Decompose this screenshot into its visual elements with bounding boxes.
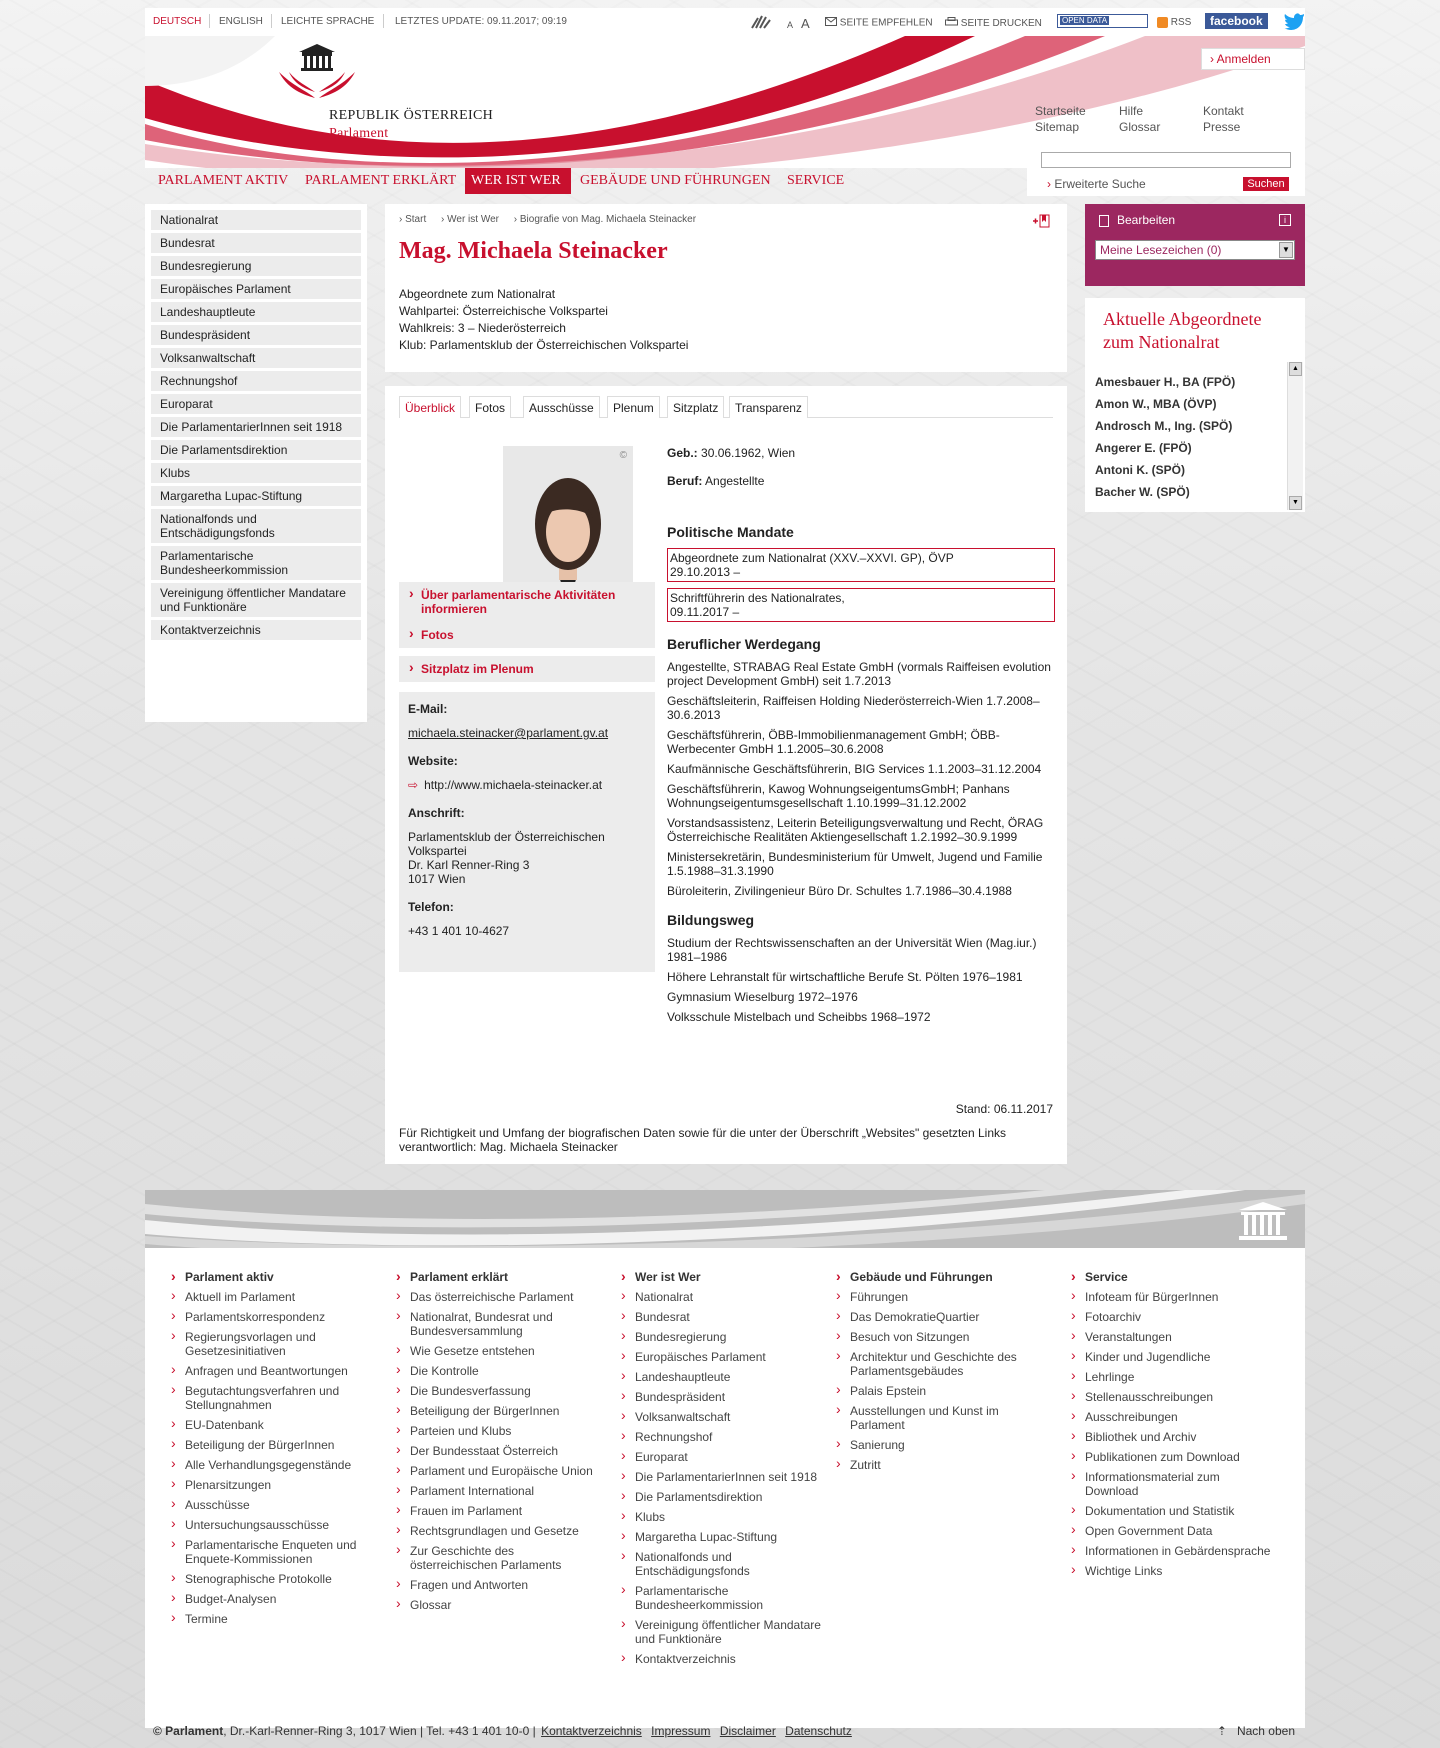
footer-link[interactable]: › Bundesregierung (621, 1330, 821, 1344)
member-link[interactable]: Angerer E. (FPÖ) (1095, 441, 1192, 455)
leftnav-item[interactable]: Margaretha Lupac-Stiftung (151, 486, 361, 506)
career-entry: Geschäftsführerin, Kawog WohnungseigentumsGmbH; Panhans Wohnungseigentumsgesellschaft 1.10.1999–31.12.2002 (667, 782, 1010, 810)
footer-link-kontaktverzeichnis[interactable]: Kontaktverzeichnis (541, 1724, 642, 1738)
scroll-up-icon[interactable]: ▲ (1289, 362, 1302, 376)
footer-link-disclaimer[interactable]: Disclaimer (719, 1724, 776, 1738)
footer-link[interactable]: › Rechnungshof (621, 1430, 821, 1444)
footer-link[interactable]: › Palais Epstein (836, 1384, 1036, 1398)
tab-bar (399, 396, 1053, 418)
tab-plenum[interactable]: Plenum (607, 396, 660, 418)
mandates-heading: Politische Mandate (667, 524, 794, 540)
tab-sitzplatz[interactable]: Sitzplatz (667, 396, 724, 418)
print-link[interactable] (945, 17, 1042, 30)
parliament-logo[interactable] (275, 42, 359, 100)
footer-link[interactable]: › Der Bundesstaat Österreich (396, 1444, 596, 1458)
footer-link[interactable]: › Regierungsvorlagen und Gesetzesinitiativen (171, 1330, 371, 1358)
rss-icon (1157, 17, 1168, 28)
birth-label: Geb.: (667, 446, 698, 460)
footer-column-heading[interactable]: › Wer ist Wer (621, 1270, 821, 1284)
login-button[interactable] (1201, 48, 1305, 70)
leftnav-item[interactable]: Nationalrat (151, 210, 361, 230)
career-entry: Geschäftsführerin, ÖBB-Immobilienmanagement GmbH; ÖBB-Werbecenter GmbH 1.1.2005–30.6.2008 (667, 728, 1000, 756)
left-navigation (145, 204, 367, 722)
edit-box (1085, 204, 1305, 286)
external-link-icon: ⇨ (408, 778, 419, 792)
career-entry: Vorstandsassistenz, Leiterin Beteiligungsverwaltung und Recht, ÖRAG Österreichische Realitäten Aktiengesellschaft 1.2.1992–30.9.1999 (667, 816, 1044, 844)
footer-link[interactable]: › Dokumentation und Statistik (1071, 1504, 1271, 1518)
footer-link[interactable]: › Zur Geschichte des österreichischen Parlaments (396, 1544, 596, 1572)
footer-link[interactable]: › Bibliothek und Archiv (1071, 1430, 1271, 1444)
nav-gebaeude-fuehrungen[interactable]: GEBÄUDE UND FÜHRUNGEN (580, 173, 771, 188)
arrow-up-icon: ⇡ (1216, 1724, 1227, 1738)
footer-link[interactable]: › Aktuell im Parlament (171, 1290, 371, 1304)
footer-column-heading[interactable]: › Parlament erklärt (396, 1270, 596, 1284)
footer-link[interactable]: › Zutritt (836, 1458, 1036, 1472)
biography-details (667, 446, 1055, 1030)
footer-link[interactable]: › Europarat (621, 1450, 821, 1464)
address-line: 1017 Wien (408, 872, 466, 886)
search-input[interactable] (1041, 152, 1291, 168)
member-link[interactable]: Bacher W. (SPÖ) (1095, 485, 1190, 499)
arrow-right-icon: › (1047, 177, 1051, 191)
email-link[interactable]: michaela.steinacker@parlament.gv.at (408, 726, 609, 740)
mandate-item (667, 588, 1055, 622)
info-icon[interactable]: i (1279, 214, 1291, 226)
person-district: Wahlkreis: 3 – Niederösterreich (399, 321, 566, 335)
career-entry: Angestellte, STRABAG Real Estate GmbH (vormals Raiffeisen evolution project Development GmbH) seit 1.7.2013 (667, 660, 1051, 688)
print-label: SEITE DRUCKEN (960, 18, 1042, 30)
facebook-link[interactable]: facebook (1205, 13, 1268, 29)
phone-label: Telefon: (408, 900, 454, 914)
phone-number: +43 1 401 10-4627 (408, 924, 510, 938)
nav-parlament-aktiv[interactable]: PARLAMENT AKTIV (158, 173, 289, 188)
website-url: http://www.michaela-steinacker.at (424, 778, 603, 792)
chevron-down-icon: ▼ (1279, 242, 1293, 258)
arrow-right-icon: › (1210, 52, 1214, 66)
footer-column-heading[interactable]: › Parlament aktiv (171, 1270, 371, 1284)
education-entry: Höhere Lehranstalt für wirtschaftliche Berufe St. Pölten 1976–1981 (667, 970, 1023, 984)
career-entry: Büroleiterin, Zivilingenieur Büro Dr. Schultes 1.7.1986–30.4.1988 (667, 884, 1012, 898)
leftnav-item[interactable]: Landeshauptleute (151, 302, 361, 322)
person-club: Klub: Parlamentsklub der Österreichischen Volkspartei (399, 338, 689, 352)
footer-link[interactable]: › Die Parlamentsdirektion (621, 1490, 821, 1504)
quick-link-presse[interactable]: Presse (1203, 120, 1241, 134)
footer-column-wer-ist-wer (621, 1270, 821, 1672)
footer-link[interactable]: › Klubs (621, 1510, 821, 1524)
quick-link-sitemap[interactable]: Sitemap (1035, 120, 1080, 134)
footer-link[interactable]: › Begutachtungsverfahren und Stellungnahmen (171, 1384, 371, 1412)
biography-header (385, 204, 1067, 372)
footer-link[interactable]: › Ausschreibungen (1071, 1410, 1271, 1424)
leftnav-item[interactable]: Vereinigung öffentlicher Mandatare und Funktionäre (151, 583, 361, 617)
leftnav-item[interactable]: Parlamentarische Bundesheerkommission (151, 546, 361, 580)
leftnav-item[interactable]: Volksanwaltschaft (151, 348, 361, 368)
breadcrumb-current: › Biografie von Mag. Michaela Steinacker (513, 214, 697, 225)
footer-link[interactable]: › Bundespräsident (621, 1390, 821, 1404)
education-entry: Gymnasium Wieselburg 1972–1976 (667, 990, 858, 1004)
footer-link[interactable]: › Parlament und Europäische Union (396, 1464, 596, 1478)
footer-link[interactable]: › Kontaktverzeichnis (621, 1652, 821, 1666)
rss-label: RSS (1170, 17, 1192, 29)
breadcrumb-start[interactable]: › Start (399, 214, 427, 225)
mandate-item (667, 548, 1055, 582)
divider (209, 14, 210, 28)
education-heading: Bildungsweg (667, 912, 755, 928)
footer (145, 1248, 1305, 1728)
member-link[interactable]: Amesbauer H., BA (FPÖ) (1095, 375, 1236, 389)
advanced-search-label: Erweiterte Suche (1054, 177, 1146, 191)
mandate-period: 29.10.2013 – (670, 565, 741, 579)
bookmarks-select-value: Meine Lesezeichen (0) (1100, 243, 1222, 257)
footer-link[interactable]: › Besuch von Sitzungen (836, 1330, 1036, 1344)
logo-republic-text: REPUBLIK ÖSTERREICH (329, 108, 493, 123)
edit-title: Bearbeiten (1117, 213, 1176, 227)
footer-link[interactable]: › Die Bundesverfassung (396, 1384, 596, 1398)
bookmark-icon (1099, 215, 1109, 227)
divider (271, 14, 272, 28)
current-members-box (1085, 298, 1305, 512)
rss-link[interactable] (1157, 17, 1191, 28)
disclaimer-text: Für Richtigkeit und Umfang der biografischen Daten sowie für die unter der Überschrift „Websites" gesetzten Links verantwortlich: Mag. Michaela Steinacker (399, 1126, 1006, 1154)
footer-link[interactable]: › Die Kontrolle (396, 1364, 596, 1378)
footer-column-gebaeude (836, 1270, 1036, 1478)
member-link[interactable]: Amon W., MBA (ÖVP) (1095, 397, 1217, 411)
leftnav-item[interactable]: Europarat (151, 394, 361, 414)
footer-link-impressum[interactable]: Impressum (651, 1724, 711, 1738)
copyright-line (153, 1724, 852, 1738)
education-entry: Studium der Rechtswissenschaften an der Universität Wien (Mag.iur.) 1981–1986 (667, 936, 1037, 964)
footer-link[interactable]: › Parlamentarische Bundesheerkommission (621, 1584, 821, 1612)
last-update-text: LETZTES UPDATE: 09.11.2017; 09:19 (395, 16, 567, 27)
footer-link[interactable]: › Margaretha Lupac-Stiftung (621, 1530, 821, 1544)
tab-ausschuesse[interactable]: Ausschüsse (523, 396, 600, 418)
leftnav-item[interactable]: Bundesrat (151, 233, 361, 253)
footer-swoosh (145, 1190, 1305, 1248)
footer-link[interactable]: › Bundesrat (621, 1310, 821, 1324)
footer-link[interactable]: › Sanierung (836, 1438, 1036, 1452)
member-link[interactable]: Androsch M., Ing. (SPÖ) (1095, 419, 1233, 433)
footer-link[interactable]: › Nationalfonds und Entschädigungsfonds (621, 1550, 821, 1578)
open-data-label: OPEN DATA (1062, 16, 1108, 25)
footer-link[interactable]: › Wie Gesetze entstehen (396, 1344, 596, 1358)
person-meta (399, 286, 688, 354)
footer-link[interactable]: › Die ParlamentarierInnen seit 1918 (621, 1470, 821, 1484)
add-bookmark-icon[interactable] (1033, 214, 1047, 228)
lang-deutsch-link[interactable]: DEUTSCH (153, 16, 202, 27)
nav-service[interactable]: SERVICE (787, 173, 845, 188)
footer-link[interactable]: › Architektur und Geschichte des Parlamentsgebäudes (836, 1350, 1036, 1378)
bottom-bar (145, 1718, 1305, 1748)
printer-icon (945, 17, 958, 30)
birth-value: 30.06.1962, Wien (701, 446, 796, 460)
sign-language-icon[interactable] (750, 12, 772, 33)
footer-link[interactable]: › Ausschüsse (171, 1498, 371, 1512)
open-data-badge (1057, 14, 1148, 28)
footer-column-heading[interactable]: › Gebäude und Führungen (836, 1270, 1036, 1284)
career-heading: Beruflicher Werdegang (667, 636, 821, 652)
footer-column-parlament-erklaert (396, 1270, 596, 1618)
recommend-label: SEITE EMPFEHLEN (839, 17, 933, 29)
footer-link[interactable]: › Kinder und Jugendliche (1071, 1350, 1271, 1364)
edit-header[interactable] (1099, 213, 1175, 227)
education-entry: Volksschule Mistelbach und Scheibbs 1968–1972 (667, 1010, 931, 1024)
tab-transparenz[interactable]: Transparenz (729, 396, 808, 418)
tab-ueberblick[interactable]: Überblick (399, 396, 461, 418)
footer-link-datenschutz[interactable]: Datenschutz (785, 1724, 852, 1738)
job-row (667, 474, 1055, 488)
leftnav-item[interactable]: Nationalfonds und Entschädigungsfonds (151, 509, 361, 543)
nav-parlament-erklaert[interactable]: PARLAMENT ERKLÄRT (305, 173, 457, 188)
footer-column-parlament-aktiv (171, 1270, 371, 1632)
footer-link[interactable]: › Anfragen und Beantwortungen (171, 1364, 371, 1378)
member-link[interactable]: Antoni K. (SPÖ) (1095, 463, 1185, 477)
footer-link[interactable]: › Wichtige Links (1071, 1564, 1271, 1578)
footer-link[interactable]: › Parteien und Klubs (396, 1424, 596, 1438)
address-label: Anschrift: (408, 806, 465, 820)
envelope-icon (825, 17, 837, 29)
main-navigation (145, 168, 1025, 194)
job-label: Beruf: (667, 474, 703, 488)
breadcrumb-wer-ist-wer[interactable]: › Wer ist Wer (441, 214, 499, 225)
birth-row (667, 446, 1055, 460)
breadcrumb-label: Start (405, 214, 427, 225)
leftnav-item[interactable]: Kontaktverzeichnis (151, 620, 361, 640)
footer-link[interactable]: › Publikationen zum Download (1071, 1450, 1271, 1464)
login-label: Anmelden (1216, 52, 1271, 66)
stand-date: Stand: 06.11.2017 (955, 1102, 1053, 1116)
leftnav-item[interactable]: Bundesregierung (151, 256, 361, 276)
page-title: Mag. Michaela Steinacker (399, 238, 668, 264)
breadcrumb-label: Biografie von Mag. Michaela Steinacker (519, 214, 697, 225)
quick-link-hilfe[interactable]: Hilfe (1119, 104, 1144, 118)
person-party: Wahlpartei: Österreichische Volkspartei (399, 304, 608, 318)
footer-link[interactable]: › Alle Verhandlungsgegenstände (171, 1458, 371, 1472)
mandate-title: Abgeordnete zum Nationalrat (XXV.–XXVI. GP), ÖVP (670, 551, 954, 565)
photo-copyright[interactable]: © (619, 450, 627, 461)
footer-link[interactable]: › Frauen im Parlament (396, 1504, 596, 1518)
footer-link[interactable]: › Parlamentskorrespondenz (171, 1310, 371, 1324)
footer-link[interactable]: › Stenographische Protokolle (171, 1572, 371, 1586)
footer-link[interactable]: › Europäisches Parlament (621, 1350, 821, 1364)
footer-link[interactable]: › Führungen (836, 1290, 1036, 1304)
footer-link[interactable]: › Termine (171, 1612, 371, 1626)
leftnav-item[interactable]: Klubs (151, 463, 361, 483)
lang-easy-link[interactable]: LEICHTE SPRACHE (281, 16, 375, 27)
footer-link[interactable]: › Glossar (396, 1598, 596, 1612)
photos-button[interactable]: › Fotos (399, 622, 655, 648)
leftnav-item[interactable]: Rechnungshof (151, 371, 361, 391)
website-label: Website: (408, 754, 458, 768)
education-list (667, 936, 1055, 1024)
career-entry: Kaufmännische Geschäftsführerin, BIG Services 1.1.2003–31.12.2004 (667, 762, 1042, 776)
font-decrease-button[interactable]: A (787, 20, 794, 30)
open-data-link[interactable] (1057, 14, 1148, 28)
activities-button[interactable]: › Über parlamentarische Aktivitäten informieren (399, 582, 655, 622)
seat-button[interactable]: › Sitzplatz im Plenum (399, 656, 655, 682)
footer-link[interactable]: › Nationalrat, Bundesrat und Bundesversammlung (396, 1310, 596, 1338)
career-entry: Ministersekretärin, Bundesministerium für Umwelt, Jugend und Familie 1.5.1988–31.3.1990 (667, 850, 1043, 878)
footer-link[interactable]: › Budget-Analysen (171, 1592, 371, 1606)
footer-banner (145, 1190, 1305, 1248)
nav-wer-ist-wer[interactable]: WER IST WER (465, 168, 571, 194)
biography-main (385, 386, 1067, 1164)
footer-column-service (1071, 1270, 1271, 1584)
search-box (1027, 146, 1305, 196)
footer-link[interactable]: › Beteiligung der BürgerInnen (396, 1404, 596, 1418)
back-to-top-label: Nach oben (1236, 1724, 1295, 1738)
footer-link[interactable]: › Stellenausschreibungen (1071, 1390, 1271, 1404)
footer-link[interactable]: › EU-Datenbank (171, 1418, 371, 1432)
divider (383, 14, 384, 28)
current-members-list (1095, 374, 1281, 506)
job-value: Angestellte (705, 474, 765, 488)
career-entry: Geschäftsleiterin, Raiffeisen Holding Niederösterreich-Wien 1.7.2008–30.6.2013 (667, 694, 1040, 722)
footer-link[interactable]: › Veranstaltungen (1071, 1330, 1271, 1344)
parliament-building-icon (275, 42, 359, 100)
tab-fotos[interactable]: Fotos (469, 396, 511, 418)
quick-link-kontakt[interactable]: Kontakt (1203, 104, 1244, 118)
footer-link[interactable]: › Informationen in Gebärdensprache (1071, 1544, 1271, 1558)
copyright-text: © Parlament (153, 1724, 224, 1738)
mandate-title: Schriftführerin des Nationalrates, (670, 591, 845, 605)
footer-link[interactable]: › Das österreichische Parlament (396, 1290, 596, 1304)
career-list (667, 660, 1055, 898)
top-utility-bar (145, 8, 1305, 36)
lang-english-link[interactable]: ENGLISH (219, 16, 263, 27)
footer-link[interactable]: › Fotoarchiv (1071, 1310, 1271, 1324)
footer-link[interactable]: › Untersuchungsausschüsse (171, 1518, 371, 1532)
address-line: Dr. Karl Renner-Ring 3 (408, 858, 530, 872)
leftnav-item[interactable]: Die Parlamentsdirektion (151, 440, 361, 460)
footer-link[interactable]: › Plenarsitzungen (171, 1478, 371, 1492)
footer-link[interactable]: › Fragen und Antworten (396, 1578, 596, 1592)
footer-link[interactable]: › Informationsmaterial zum Download (1071, 1470, 1271, 1498)
footer-column-heading[interactable]: › Service (1071, 1270, 1271, 1284)
footer-link[interactable]: › Rechtsgrundlagen und Gesetze (396, 1524, 596, 1538)
footer-link[interactable]: › Vereinigung öffentlicher Mandatare und Funktionäre (621, 1618, 821, 1646)
mandate-period: 09.11.2017 – (670, 605, 740, 619)
website-link[interactable] (408, 778, 646, 792)
footer-link[interactable]: › Landeshauptleute (621, 1370, 821, 1384)
members-scrollbar[interactable] (1287, 362, 1303, 510)
person-role: Abgeordnete zum Nationalrat (399, 287, 556, 301)
footer-link[interactable]: › Parlamentarische Enqueten und Enquete-Kommissionen (171, 1538, 371, 1566)
footer-link[interactable]: › Das DemokratieQuartier (836, 1310, 1036, 1324)
leftnav-item[interactable]: Die ParlamentarierInnen seit 1918 (151, 417, 361, 437)
footer-link[interactable]: › Beteiligung der BürgerInnen (171, 1438, 371, 1452)
contact-box (399, 692, 655, 972)
recommend-link[interactable] (825, 17, 933, 29)
address-line: Parlamentsklub der Österreichischen Volkspartei (408, 830, 605, 858)
current-members-title: Aktuelle Abgeordnete zum Nationalrat (1103, 309, 1262, 352)
quick-link-glossar[interactable]: Glossar (1119, 120, 1161, 134)
twitter-icon[interactable] (1283, 12, 1305, 33)
leftnav-item[interactable]: Bundespräsident (151, 325, 361, 345)
quick-link-startseite[interactable]: Startseite (1035, 104, 1086, 118)
address-text: , Dr.-Karl-Renner-Ring 3, 1017 Wien | Tel. +43 1 401 10-0 | (223, 1724, 536, 1738)
footer-link[interactable]: › Ausstellungen und Kunst im Parlament (836, 1404, 1036, 1432)
footer-link[interactable]: › Volksanwaltschaft (621, 1410, 821, 1424)
bookmarks-select[interactable] (1095, 240, 1295, 260)
footer-link[interactable]: › Infoteam für BürgerInnen (1071, 1290, 1271, 1304)
scroll-down-icon[interactable]: ▼ (1289, 496, 1302, 510)
search-button[interactable]: Suchen (1243, 177, 1289, 191)
breadcrumb (399, 214, 708, 225)
leftnav-item[interactable]: Europäisches Parlament (151, 279, 361, 299)
advanced-search-link[interactable] (1047, 177, 1146, 191)
back-to-top-link[interactable] (1217, 1724, 1295, 1738)
logo-parliament-text: Parlament (329, 126, 389, 141)
footer-link[interactable]: › Parlament International (396, 1484, 596, 1498)
footer-link[interactable]: › Nationalrat (621, 1290, 821, 1304)
footer-link[interactable]: › Lehrlinge (1071, 1370, 1271, 1384)
font-increase-button[interactable]: A (801, 16, 810, 31)
email-label: E-Mail: (408, 702, 448, 716)
parliament-building-icon (1235, 1200, 1291, 1245)
footer-link[interactable]: › Open Government Data (1071, 1524, 1271, 1538)
breadcrumb-label: Wer ist Wer (447, 214, 499, 225)
